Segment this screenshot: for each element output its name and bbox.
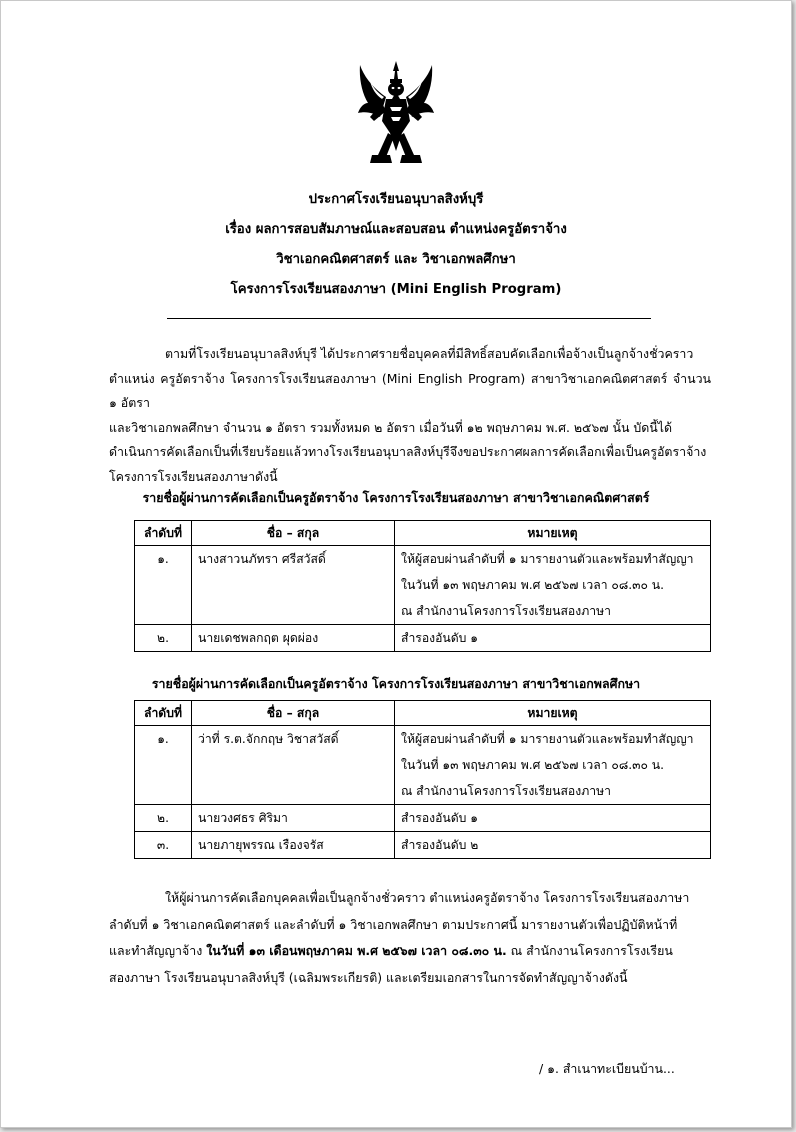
intro-line-4: ดำเนินการคัดเลือกเป็นที่เรียบร้อยแล้วทางโรงเรียนอนุบาลสิงห์บุรีจึงขอประกาศผลการคัดเลือกเพื่อเป็นครูอัตราจ้าง	[109, 444, 707, 459]
table-row	[135, 832, 711, 859]
table-row	[135, 726, 711, 805]
closing-line-3c: ณ สำนักงานโครงการโรงเรียน	[506, 943, 673, 958]
continuation-note: / ๑. สำเนาทะเบียนบ้าน...	[539, 1061, 675, 1076]
closing-date-bold: ในวันที่ ๑๓ เดือนพฤษภาคม พ.ศ ๒๕๖๗ เวลา ๐๘.๓๐ น.	[206, 943, 507, 958]
pe-results-table	[134, 700, 711, 859]
row-note	[395, 546, 711, 625]
intro-line-2: ตำแหน่ง ครูอัตราจ้าง โครงการโรงเรียนสองภาษา (Mini English Program) สาขาวิชาเอกคณิตศาสตร์ จำนวน ๑ อัตรา	[109, 370, 711, 410]
row-name: นายภายุพรรณ เรืองจรัส	[192, 832, 395, 859]
header-line-1: ประกาศโรงเรียนอนุบาลสิงห์บุรี	[308, 192, 484, 207]
row-note-line: ในวันที่ ๑๓ พฤษภาคม พ.ศ ๒๕๖๗ เวลา ๐๘.๓๐ น.	[401, 758, 665, 772]
row-number: ๑.	[135, 726, 192, 805]
column-header-no: ลำดับที่	[135, 521, 192, 546]
table-row	[135, 546, 711, 625]
row-name: ว่าที่ ร.ต.จักกฤษ วิชาสวัสดิ์	[192, 726, 395, 805]
row-number: ๓.	[135, 832, 192, 859]
intro-line-1: ตามที่โรงเรียนอนุบาลสิงห์บุรี ได้ประกาศรายชื่อบุคคลที่มีสิทธิ์สอบคัดเลือกเพื่อจ้างเป็นลูกจ้างชั่วคราว	[165, 346, 694, 361]
pe-section-title: รายชื่อผู้ผ่านการคัดเลือกเป็นครูอัตราจ้าง โครงการโรงเรียนสองภาษา สาขาวิชาเอกพลศึกษา	[151, 676, 641, 691]
table-header-row	[135, 521, 711, 546]
column-header-name: ชื่อ – สกุล	[192, 521, 395, 546]
row-name: นางสาวนภัทรา ศรีสวัสดิ์	[192, 546, 395, 625]
closing-line-3a: และทำสัญญาจ้าง	[109, 943, 207, 958]
row-number: ๑.	[135, 546, 192, 625]
column-header-no: ลำดับที่	[135, 701, 192, 726]
column-header-note: หมายเหตุ	[395, 521, 711, 546]
table-row	[135, 805, 711, 832]
announcement-header	[1, 185, 791, 305]
row-note-line: ให้ผู้สอบผ่านลำดับที่ ๑ มารายงานตัวและพร้อมทำสัญญา	[401, 732, 694, 746]
row-note: สำรองอันดับ ๒	[395, 832, 711, 859]
row-note-line: ณ สำนักงานโครงการโรงเรียนสองภาษา	[401, 604, 611, 618]
header-divider	[167, 318, 651, 319]
column-header-name: ชื่อ – สกุล	[192, 701, 395, 726]
closing-paragraph	[109, 885, 711, 991]
row-number: ๒.	[135, 625, 192, 652]
row-note: สำรองอันดับ ๑	[395, 625, 711, 652]
row-number: ๒.	[135, 805, 192, 832]
row-note-line: ณ สำนักงานโครงการโรงเรียนสองภาษา	[401, 784, 611, 798]
row-note-line: ในวันที่ ๑๓ พฤษภาคม พ.ศ ๒๕๖๗ เวลา ๐๘.๓๐ น.	[401, 578, 665, 592]
header-line-3: วิชาเอกคณิตศาสตร์ และ วิชาเอกพลศึกษา	[276, 252, 516, 267]
header-line-2: เรื่อง ผลการสอบสัมภาษณ์และสอบสอน ตำแหน่งครูอัตราจ้าง	[225, 222, 567, 237]
garuda-emblem-icon	[356, 59, 436, 169]
intro-line-3: และวิชาเอกพลศึกษา จำนวน ๑ อัตรา รวมทั้งหมด ๒ อัตรา เมื่อวันที่ ๑๒ พฤษภาคม พ.ศ. ๒๕๖๗ นั้น บัดนี้ได้	[109, 419, 673, 435]
row-note: สำรองอันดับ ๑	[395, 805, 711, 832]
intro-line-5: โครงการโรงเรียนสองภาษาดังนี้	[109, 468, 278, 484]
row-name: นายเดชพลกฤต ผุดผ่อง	[192, 625, 395, 652]
intro-paragraph	[109, 342, 711, 489]
column-header-note: หมายเหตุ	[395, 701, 711, 726]
row-note-line: ให้ผู้สอบผ่านลำดับที่ ๑ มารายงานตัวและพร้อมทำสัญญา	[401, 552, 694, 566]
table-row	[135, 625, 711, 652]
row-note	[395, 726, 711, 805]
closing-line-2: ลำดับที่ ๑ วิชาเอกคณิตศาสตร์ และลำดับที่ ๑ วิชาเอกพลศึกษา ตามประกาศนี้ มารายงานตัวเพื่อปฏิบัติหน้าที่	[109, 916, 678, 932]
closing-line-4: สองภาษา โรงเรียนอนุบาลสิงห์บุรี (เฉลิมพระเกียรติ) และเตรียมเอกสารในการจัดทำสัญญาจ้างดังนี้	[109, 969, 628, 985]
math-results-table	[134, 520, 711, 652]
table-header-row	[135, 701, 711, 726]
closing-line-1: ให้ผู้ผ่านการคัดเลือกบุคคลเพื่อเป็นลูกจ้างชั่วคราว ตำแหน่งครูอัตราจ้าง โครงการโรงเรียนสองภาษา	[165, 890, 690, 905]
row-name: นายวงศธร ศิริมา	[192, 805, 395, 832]
math-section-title: รายชื่อผู้ผ่านการคัดเลือกเป็นครูอัตราจ้าง โครงการโรงเรียนสองภาษา สาขาวิชาเอกคณิตศาสตร์	[142, 490, 650, 505]
header-line-4: โครงการโรงเรียนสองภาษา (Mini English Program)	[230, 282, 562, 297]
